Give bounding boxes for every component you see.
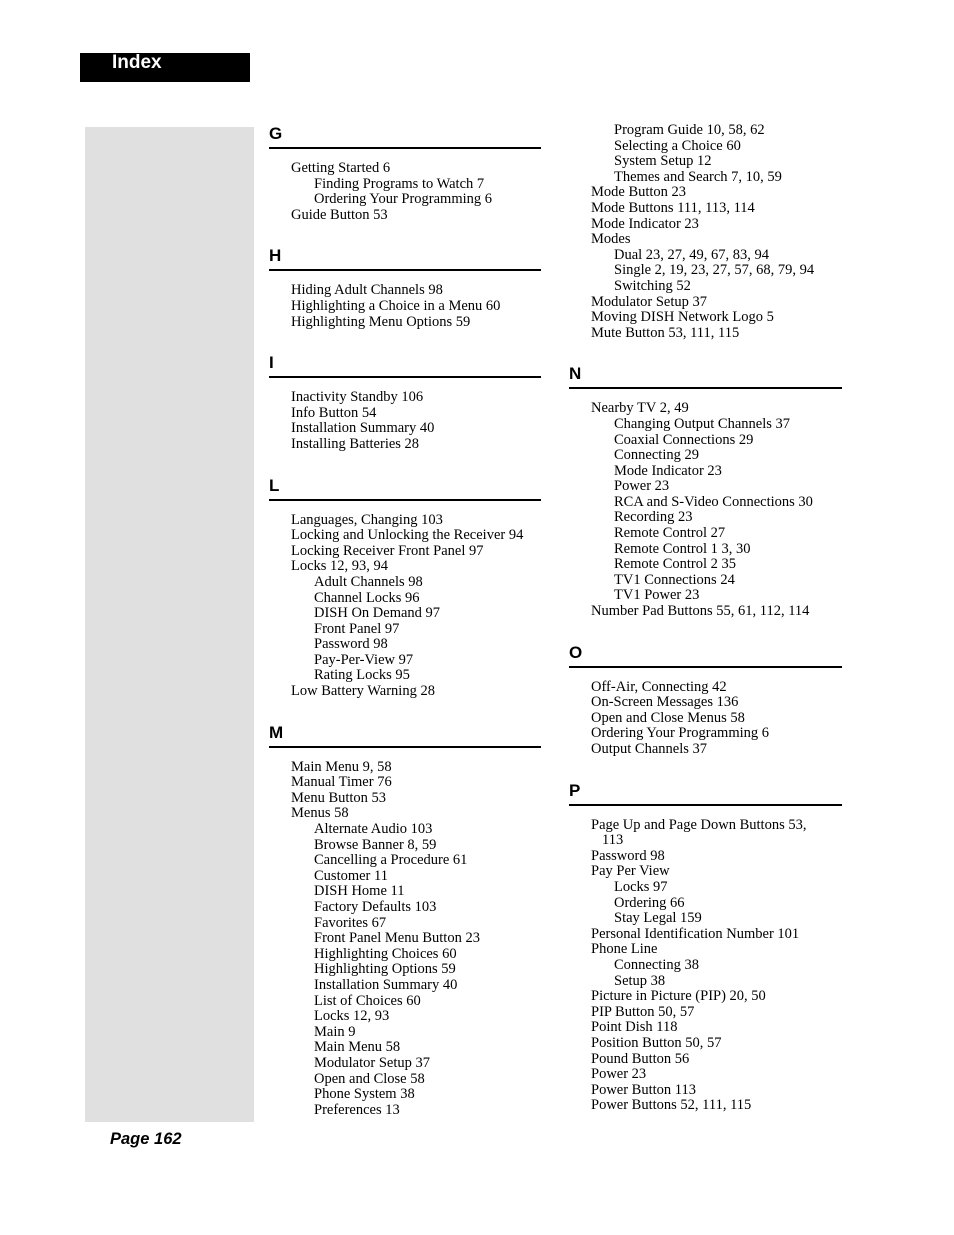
index-entry: Output Channels 37 (591, 741, 707, 757)
index-subentry: Channel Locks 96 (314, 589, 420, 606)
index-entry: Mode Indicator 23 (591, 215, 699, 232)
index-entry: Power Buttons 52, 111, 115 (591, 1097, 752, 1114)
index-section (569, 123, 842, 341)
section-letter: O (569, 642, 842, 668)
section-gap (269, 330, 541, 352)
index-subentry: Connecting 38 (614, 956, 699, 973)
index-subentry: DISH On Demand 97 (314, 605, 441, 622)
entry-list (269, 760, 541, 1119)
index-entry: Mode Buttons 111, 113, 114 (591, 199, 755, 216)
index-entry: Number Pad Buttons 55, 61, 112, 114 (591, 603, 810, 620)
entry-list (269, 161, 541, 223)
index-entry: Locks 12, 93, 94 (291, 558, 389, 575)
index-entry: Nearby TV 2, 49 (591, 400, 689, 417)
index-subentry: Pay-Per-View 97 (314, 651, 414, 668)
index-section (569, 341, 842, 619)
index-entry: Personal Identification Number 101 (591, 925, 800, 942)
index-entry: Moving DISH Network Logo 5 (591, 309, 774, 326)
entry-list (269, 283, 541, 330)
index-subentry: Recording 23 (614, 509, 693, 526)
index-entry: Mute Button 53, 111, 115 (591, 324, 740, 341)
index-section (269, 123, 541, 223)
index-entry: Menus 58 (291, 805, 349, 822)
index-entry: Highlighting a Choice in a Menu 60 (291, 297, 501, 314)
section-letter: L (269, 475, 541, 501)
section-letter: G (269, 123, 541, 149)
index-subentry: Front Panel Menu Button 23 (314, 930, 480, 947)
index-section (269, 223, 541, 330)
index-section (269, 453, 541, 700)
index-entry: Mode Button 23 (591, 184, 687, 201)
index-subentry: List of Choices 60 (314, 992, 421, 1009)
index-subentry: Main 9 (314, 1023, 356, 1040)
index-subentry: Favorites 67 (314, 914, 387, 931)
section-gap (269, 700, 541, 722)
index-subentry: Highlighting Options 59 (314, 961, 456, 978)
index-entry: Low Battery Warning 28 (291, 683, 435, 700)
section-gap (269, 223, 541, 245)
entry-list (569, 401, 842, 619)
index-section (569, 620, 842, 758)
index-subentry: Ordering Your Programming 6 (314, 191, 493, 208)
index-subentry: Main Menu 58 (314, 1039, 401, 1056)
index-subentry: TV1 Power 23 (614, 587, 700, 604)
index-entry: Power Button 113 (591, 1081, 696, 1098)
section-letter: M (269, 722, 541, 748)
index-entry: Locking Receiver Front Panel 97 (291, 542, 484, 559)
index-subentry: Rating Locks 95 (314, 667, 410, 684)
index-subentry: TV1 Connections 24 (614, 571, 735, 588)
index-entry: Main Menu 9, 58 (291, 758, 392, 775)
index-subentry: RCA and S-Video Connections 30 (614, 493, 813, 510)
entry-list (269, 390, 541, 452)
section-gap (569, 620, 842, 642)
index-entry: Locking and Unlocking the Receiver 94 (291, 527, 524, 544)
index-subentry: DISH Home 11 (314, 883, 405, 900)
index-entry: Pound Button 56 (591, 1050, 690, 1067)
index-entry: Hiding Adult Channels 98 (291, 282, 443, 299)
index-entry: Menu Button 53 (291, 789, 387, 806)
index-subentry: Remote Control 1 3, 30 (614, 540, 751, 557)
index-subentry: Connecting 29 (614, 447, 699, 464)
index-entry: Installing Batteries 28 (291, 435, 420, 452)
index-section (269, 330, 541, 452)
index-entry: Point Dish 118 (591, 1019, 678, 1036)
index-subentry: Finding Programs to Watch 7 (314, 175, 485, 192)
index-subentry: Locks 12, 93 (314, 1008, 390, 1025)
index-subentry: Cancelling a Procedure 61 (314, 852, 468, 869)
index-subentry: Program Guide 10, 58, 62 (614, 122, 765, 138)
index-subentry: Dual 23, 27, 49, 67, 83, 94 (614, 246, 770, 263)
index-subentry: Adult Channels 98 (314, 573, 423, 590)
index-subentry: Password 98 (314, 636, 388, 653)
index-subentry: Modulator Setup 37 (314, 1054, 430, 1071)
index-subentry: System Setup 12 (614, 153, 712, 170)
index-entry: Inactivity Standby 106 (291, 389, 424, 406)
index-entry: Getting Started 6 (291, 160, 391, 176)
index-subentry: Remote Control 2 35 (614, 556, 737, 573)
index-subentry: Front Panel 97 (314, 620, 400, 637)
index-subentry: Switching 52 (614, 277, 691, 294)
index-entry: Off-Air, Connecting 42 (591, 678, 727, 695)
entry-list (269, 513, 541, 700)
index-section (569, 758, 842, 1114)
index-section (269, 700, 541, 1119)
index-entry: Languages, Changing 103 (291, 511, 443, 528)
index-subentry: Open and Close 58 (314, 1070, 425, 1087)
index-subentry: Stay Legal 159 (614, 910, 702, 927)
index-subentry: Themes and Search 7, 10, 59 (614, 168, 782, 185)
section-letter: H (269, 245, 541, 271)
index-entry: Password 98 (591, 847, 665, 864)
index-subentry: Installation Summary 40 (314, 976, 458, 993)
index-entry: Ordering Your Programming 6 (591, 725, 770, 742)
margin-panel (85, 127, 254, 1122)
index-entry: Pay Per View (591, 863, 670, 880)
index-entry: Modes (591, 231, 631, 248)
header-title: Index (112, 52, 162, 73)
index-entry: Power 23 (591, 1066, 647, 1083)
index-entry: Modulator Setup 37 (591, 293, 707, 310)
entry-list (569, 123, 842, 341)
entry-list (569, 680, 842, 758)
page-number: Page 162 (110, 1130, 182, 1148)
index-header (80, 53, 250, 82)
index-subentry: Single 2, 19, 23, 27, 57, 68, 79, 94 (614, 262, 815, 279)
section-letter: N (569, 363, 842, 389)
index-entry: Info Button 54 (291, 404, 377, 421)
index-subentry: Coaxial Connections 29 (614, 431, 754, 448)
index-entry: Phone Line (591, 941, 658, 958)
index-entry: Installation Summary 40 (291, 420, 435, 437)
section-gap (569, 341, 842, 363)
index-column-left (269, 123, 541, 1118)
index-subentry: Mode Indicator 23 (614, 462, 722, 479)
index-subentry: Ordering 66 (614, 894, 685, 911)
index-subentry: Factory Defaults 103 (314, 899, 437, 915)
index-entry: Picture in Picture (PIP) 20, 50 (591, 988, 766, 1005)
index-entry: Manual Timer 76 (291, 774, 392, 791)
entry-list (569, 818, 842, 1114)
section-gap (569, 758, 842, 780)
index-subentry: Setup 38 (614, 972, 666, 989)
index-subentry: Locks 97 (614, 878, 668, 895)
index-subentry: Remote Control 27 (614, 525, 726, 542)
index-subentry: Highlighting Choices 60 (314, 945, 457, 962)
index-subentry: Browse Banner 8, 59 (314, 836, 437, 853)
index-entry: Highlighting Menu Options 59 (291, 313, 471, 330)
index-subentry: Power 23 (614, 478, 670, 495)
index-subentry: Phone System 38 (314, 1086, 415, 1103)
index-subentry: Preferences 13 (314, 1101, 400, 1118)
index-entry: Guide Button 53 (291, 206, 388, 223)
index-subentry: Selecting a Choice 60 (614, 137, 741, 154)
index-column-right (569, 123, 842, 1114)
index-subentry: Changing Output Channels 37 (614, 415, 791, 432)
index-entry: On-Screen Messages 136 (591, 694, 739, 711)
section-letter: P (569, 780, 842, 806)
index-subentry: Alternate Audio 103 (314, 821, 433, 838)
index-entry-continuation: 113 (602, 832, 624, 849)
index-entry: Open and Close Menus 58 (591, 709, 745, 726)
section-letter: I (269, 352, 541, 378)
section-gap (269, 453, 541, 475)
index-subentry: Customer 11 (314, 867, 388, 884)
index-entry: Page Up and Page Down Buttons 53, (591, 816, 807, 833)
index-entry: PIP Button 50, 57 (591, 1003, 695, 1020)
index-entry: Position Button 50, 57 (591, 1034, 722, 1051)
